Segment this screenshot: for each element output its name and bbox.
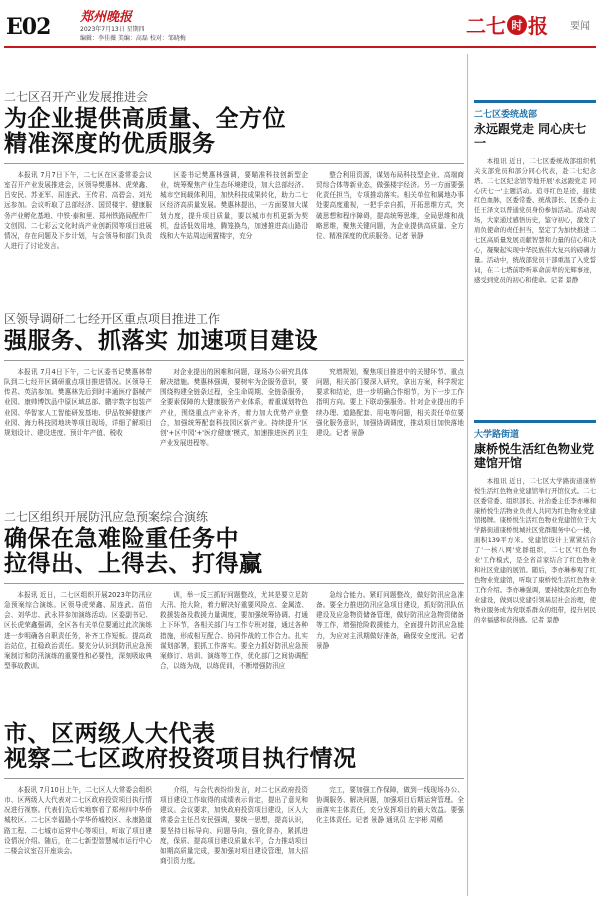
sidebar-band (474, 100, 596, 103)
article-headline-line1: 为企业提供高质量、全方位 (4, 106, 286, 132)
sidebar-kicker: 大学路街道 (474, 430, 520, 440)
sidebar-body: 本报讯 近日，二七区大学路街道康桥悦生活红色物业党建馆举行开馆仪式。二七区委常委、组织部长、社治委主任李亦琳和康桥悦生活物业负责人共同为红色物业党建馆揭牌。康桥悦生活红色物业党建馆位于大学路街道康桥悦城社区党群服务中心一楼，面积139平方米。党建馆设计上紧紧结合了'一核八网'党群组织，二七区'红色物业'工作模式，是全省首家结合了红色物业和社区党建的展馆。随后，李亦琳参观了红色物业党建馆，听取了康桥悦生活红色物业工作介绍。李亦琳强调，要持续深化红色物业建设，做到以党建引领基层社会治理，使物业服务成为党联系群众的纽带，提升居民的幸福感和获得感。记者 景静 (474, 476, 596, 624)
newspaper-logo: 郑州晚报 (80, 10, 133, 25)
section-brand (466, 10, 548, 39)
article-col-1: 本报讯 7月7日下午，二七区在区委常委会议室召开产业发展推进会，区领导樊惠林、虎荣鑫、吕安民、苏亚军、屈连武、王传君、高碧会、刘光远参加。会议听取了总部经济、国贸楼宇、健康服务产业孵化基地、中铁·泰和里、郑州铁路局配件厂文创园、二七彩云文化时尚产业创新园等项目进展情况，存在问题及下步计划，与会领导和部门负责人进行了讨论发言。 (4, 170, 152, 251)
brand-part-a: 二七 (466, 14, 506, 38)
article-headline-line1: 市、区两级人大代表 (4, 721, 216, 747)
article-col-3: 究增规划，聚焦项目推进中的关键环节、重点问题，相关部门要深入研究，拿出方案，科学规定要求和结论，进一步明确合作细节，为下一步工作指明方向。要上下联动强服务。针对企业提出的手续办理、道路配套、用电等问题，相关责任单位要强化服务意识，加强协调调度，推动项目加快落地建设。记者 景静 (316, 367, 464, 438)
article-col-2: 区委书记樊惠林强调，要瞄准科技创新型企业，统筹聚焦产业生态环境建设，加大总部经济、城市空间载体利用，加快科技成果转化，助力二七区经济高质量发展。樊惠林提出，一方面要加大谋划力度，提升项目质量，要以城市有机更新为契机，盘活低效用地，腾笼换鸟，加速推进高山路沿线和大车站周边闲置楼宇，充分 (160, 170, 308, 240)
header-rule (4, 46, 596, 48)
article-columns (4, 367, 464, 515)
brand-part-c: 报 (528, 14, 548, 38)
article-col-2: 对企业提出的困难和问题，现场办公研究具体解决措施。樊惠林强调，要树牢为企服务意识，要围绕构建全链条过程，全生命周期、全链条服务，全要素保障的大健康服务产业体系，着重谋划特色产业，围绕重点产业补齐，着力加大优势产业整合，加强统筹配套科技园区新产业。持续提升'区创'+区中园'+'医疗健康'模式，加速推进医药卫生产业发展进程等。 (160, 367, 308, 448)
article-kicker: 区领导调研二七经开区重点项目推进工作 (4, 312, 221, 326)
article-columns (4, 785, 464, 897)
article-col-3: 完工，要加强工作保障，做到一线现场办公、协调服务、解决问题，加强项目后期运营管理。全面落实主体责任，充分发挥项目的最大效益。要强化主体责任。记者 景静 通讯员 左宇彬 周稀 (316, 785, 464, 825)
sidebar-article-united-front (474, 100, 596, 417)
sidebar-headline: 永远跟党走 同心庆七一 (474, 122, 587, 151)
sidebar-body: 本报讯 近日，二七区委统战部组织机关支部党员和部分同心代表，赴二七纪念塔、二七区纪念馆等地开展'永远跟党走 同心庆七一'主题活动。追寻红色足迹，接续红色血脉，区委常委、统战部长、区委办主任王泽文以普通党员身份参加活动。活动现场，大家通过感悟历史，鉴守初心，激发了肩负使命的责任担当，坚定了为加快推进二七区高质量发展贡献智慧和力量的信心和决心，凝聚起实现中华民族伟大复兴的磅礴力量。活动中，统战部党员干部重温了入党誓词，在二七塔前聆听革命前辈的光辉事迹，感受到党员的初心和使命。记者 景静 (474, 156, 596, 284)
article-kicker: 二七区组织开展防汛应急预案综合演练 (4, 510, 209, 524)
sidebar-kicker: 二七区委统战部 (474, 110, 538, 120)
sidebar-headline: 康桥悦生活红色物业党建馆开馆 (474, 442, 595, 471)
article-industry (4, 88, 464, 318)
article-col-2: 训，举一反三抓好问题整改，尤其是要立足防大汛、抢大险，着力解决好重要风险点、金属渣、救援装备及救援力量调度，要加强统筹协调、打通上下环节，各相关部门与工作专班对接，通过各种措施，形成相互配合、协同作战的工作合力。扎实谋划部署，狠抓工作落实。要全力抓好防汛应急预案修订、培训、演练等工作，优化部门之间协调配合，以练为战，以练促训，不断增强防汛应 (160, 590, 308, 671)
sidebar-band (474, 420, 596, 423)
article-col-3: 整合利用资源，谋划布局科技型企业、高端商贸综合体等新业态，做强楼宇经济。另一方面要强化责任担当，专项推动落实。相关单位和属地办事处要高度重视，一把手亲自抓，开拓思维方式，突破思想和程序障碍，提高统筹思维，全局思维和战略思维，聚焦关键问题，为企业提供高质量、全方位、精准深度的优质服务。记者 景静 (316, 170, 464, 240)
article-columns (4, 170, 464, 318)
article-rule (4, 778, 464, 779)
article-rule (4, 583, 464, 584)
article-headline-line2: 拉得出、上得去、打得赢 (4, 550, 263, 577)
article-flood (4, 508, 464, 738)
article-headline-line1: 确保在急难险重任务中 (4, 526, 239, 552)
brand-part-b: 时 (507, 15, 527, 35)
article-deputies (4, 722, 464, 897)
section-label: 要闻 (570, 21, 590, 32)
article-rule (4, 163, 464, 164)
article-kicker: 二七区召开产业发展推进会 (4, 90, 149, 104)
article-rule (4, 360, 464, 361)
editor-credits: 编辑：李佳薇 美编：高磊 校对：邹晓梅 (80, 35, 186, 42)
edition-number: E02 (6, 14, 51, 40)
issue-date: 2023年7月13日 星期四 (80, 26, 145, 33)
article-project (4, 310, 464, 515)
article-headline-line2: 视察二七区政府投资项目执行情况 (4, 745, 357, 772)
sidebar-article-university-road (474, 420, 596, 897)
article-col-3: 急综合能力。紧盯问题整改，做好防汛应急准备。要全力推进防汛应急项目建设，抓好防汛队伍建设及应急物资储备管理，做好防汛应急物资储备等工作，增强抢险救援能力，全面提升防汛应急能力，为应对主汛期做好准备，确保安全度汛。记者 景静 (316, 590, 464, 650)
article-columns (4, 590, 464, 738)
article-col-2: 介绍，与会代表纷纷发言，对二七区政府投资项目建设工作取得的成绩表示肯定，提出了意见和建议。会议要求，加快政府投资项目建设，区人大常委会主任吕安民强调，要统一思想，提高认识，要坚持目标导向、问题导向，强化督办，紧抓进度，保质、提高项目建设质量水平，合力推动项目如期高质量完成，要加强对项目建设管理，加大招商引资力度。 (160, 785, 308, 866)
column-divider (467, 54, 468, 896)
article-col-1: 本报讯 近日，二七区组织开展2023年防汛应急预案综合演练。区领导虎荣鑫、屈连武、苗伯会、刘华忠、武永祥参加演练活动。区委副书记、区长虎荣鑫强调，全区各有关单位要通过此次演练进一步明确各自职责任务，补齐工作短板。提高政治站位，扛稳政治责任。要充分认识到防汛应急预案制订和防汛演练的重要性和必要性，深刻吸取典型事故教训。 (4, 590, 152, 671)
masthead (0, 0, 600, 52)
article-headline-line2: 精准深度的优质服务 (4, 130, 216, 157)
article-col-1: 本报讯 7月10日上午，二七区人大常委会组织市、区两级人大代表对二七区政府投资项目执行情况进行视察。代表们先后实地察看了郑州四中华侨城校区、二七区幸福路小学华侨城校区、永康路道路工程、二七城市运营中心等项目，听取了项目建设情况介绍。随后，在二七新型智慧城市运行中心二楼会议室召开座谈会。 (4, 785, 152, 855)
article-col-1: 本报讯 7月4日下午，二七区委书记樊惠林带队到二七经开区调研重点项目推进情况。区领导王传君、英洁参加。樊惠林先后到时丰通医疗器械产业园、康帅博饮品中原区域总部、鹏宇数字包装产业园、华智家人工智能研发基地、伊品牧鲜健康产业园、海力科技园地块等项目现场，详细了解项目规划设计、建设进度、预计年产值、税收 (4, 367, 152, 438)
article-headline-line1: 强服务、抓落实 加速项目建设 (4, 328, 319, 354)
